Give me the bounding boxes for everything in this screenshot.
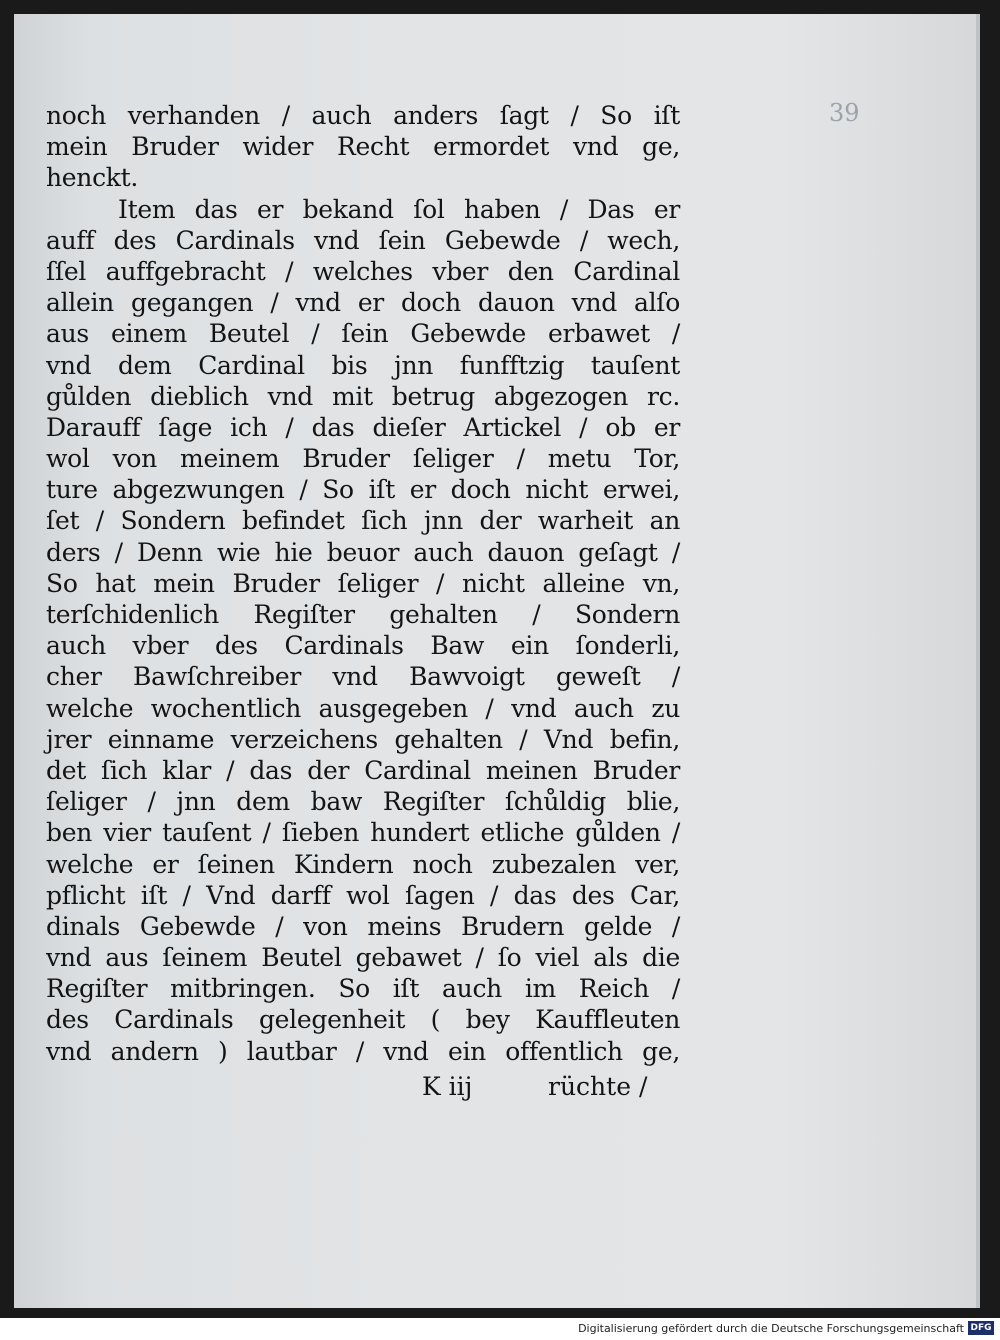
text-line: cher Bawſchreiber vnd Bawvoigt geweſt / — [46, 662, 680, 692]
text-line: allein gegangen / vnd er doch dauon vnd alſo — [46, 288, 680, 318]
text-line: Regiſter mitbringen. So iſt auch im Reich / — [46, 974, 680, 1004]
text-line: wol von meinem Bruder ſeliger / metu Tor, — [46, 444, 680, 474]
catchword: rüchte / — [548, 1072, 648, 1101]
text-line: ſeliger / jnn dem baw Regiſter ſchůldig blie, — [46, 787, 680, 817]
text-line: vnd dem Cardinal bis jnn funfftzig tauſent — [46, 350, 680, 380]
text-line: So hat mein Bruder ſeliger / nicht alleine vn, — [46, 568, 680, 598]
page-footer — [46, 1072, 680, 1104]
text-line: Item das er bekand ſol haben / Das er — [118, 194, 680, 224]
text-line: ben vier tauſent / ſieben hundert etliche gůlden / — [46, 818, 680, 848]
text-line: welche wochentlich ausgegeben / vnd auch zu — [46, 693, 680, 723]
digitization-credit: Digitalisierung gefördert durch die Deutsche Forschungsgemeinschaft — [578, 1322, 964, 1335]
text-line: ſſel auffgebracht / welches vber den Cardinal — [46, 256, 680, 286]
text-line: pflicht iſt / Vnd darff wol ſagen / das des Car, — [46, 880, 680, 910]
text-line: Darauff ſage ich / das dieſer Artickel / ob er — [46, 412, 680, 442]
text-line: gůlden dieblich vnd mit betrug abgezogen rc. — [46, 381, 680, 411]
text-line: vnd andern ) lautbar / vnd ein offentlich ge, — [46, 1036, 680, 1066]
text-line: vnd aus ſeinem Beutel gebawet / ſo viel als die — [46, 943, 680, 973]
folio-number: 39 — [829, 99, 860, 127]
text-line: henckt. — [46, 163, 139, 193]
text-line: noch verhanden / auch anders ſagt / So iſt — [46, 101, 680, 130]
text-line: ſet / Sondern befindet ſich jnn der warheit an — [46, 506, 680, 536]
text-line: ders / Denn wie hie beuor auch dauon geſagt / — [46, 537, 680, 567]
text-line: aus einem Beutel / ſein Gebewde erbawet / — [46, 319, 680, 349]
dfg-logo-icon: DFG — [968, 1321, 994, 1335]
body-text — [46, 100, 680, 1067]
text-line: welche er ſeinen Kindern noch zubezalen ver, — [46, 849, 680, 879]
text-line: dinals Gebewde / von meins Brudern gelde / — [46, 911, 680, 941]
text-line: auff des Cardinals vnd ſein Gebewde / wech, — [46, 225, 680, 255]
text-line: jrer einname verzeichens gehalten / Vnd befin, — [46, 724, 680, 754]
text-line: terſchidenlich Regiſter gehalten / Sondern — [46, 600, 680, 629]
text-line: ture abgezwungen / So iſt er doch nicht erwei, — [46, 475, 680, 505]
text-line: det ſich klar / das der Cardinal meinen Bruder — [46, 755, 680, 785]
signature-mark: K iij — [422, 1072, 473, 1101]
text-line: des Cardinals gelegenheit ( bey Kauffleuten — [46, 1005, 680, 1035]
text-line: auch vber des Cardinals Baw ein ſonderli, — [46, 631, 680, 661]
text-line: mein Bruder wider Recht ermordet vnd ge, — [46, 132, 680, 162]
